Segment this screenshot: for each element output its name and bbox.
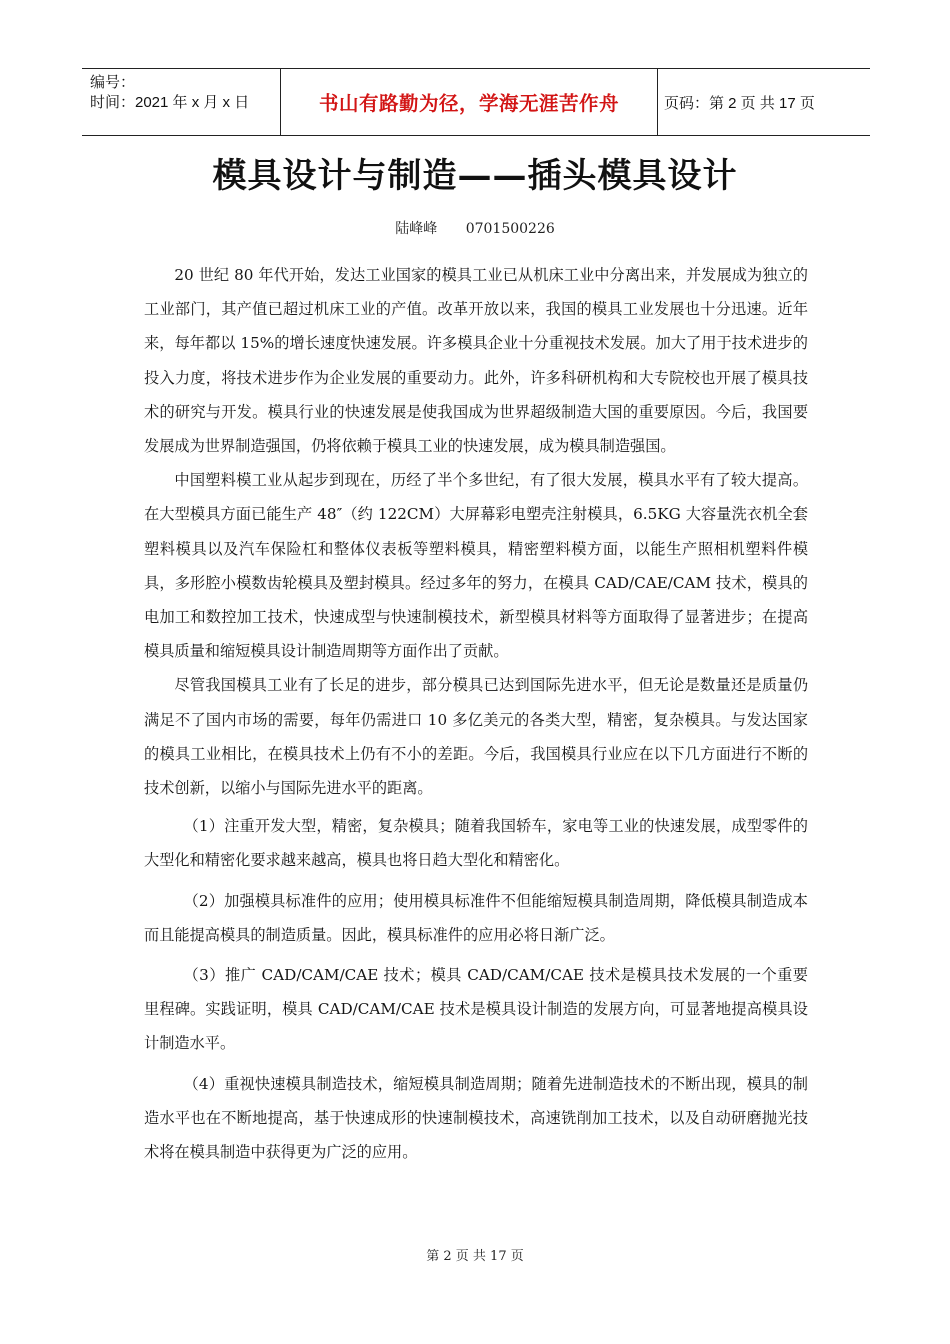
list-item: （4）重视快速模具制造技术，缩短模具制造周期；随着先进制造技术的不断出现，模具的制造水平也在不断地提高，基于快速成形的快速制模技术，高速铣削加工技术，以及自动研磨抛光技术将在模具制造中获得更为广泛的应用。	[144, 1074, 808, 1162]
author-name: 陆峰峰	[395, 221, 438, 237]
header-meta	[82, 69, 281, 135]
header-motto: 书山有路勤为径，学海无涯苦作舟	[281, 69, 658, 135]
author-id: 0701500226	[465, 221, 555, 237]
list-item: （2）加强模具标准件的应用；使用模具标准件不但能缩短模具制造周期，降低模具制造成本而且能提高模具的制造质量。因此，模具标准件的应用必将日渐广泛。	[144, 891, 808, 944]
header-time-label: 时间：2021 年 x 月 x 日	[90, 94, 250, 111]
body-paragraph: 中国塑料模工业从起步到现在，历经了半个多世纪，有了很大发展，模具水平有了较大提高。在大型模具方面已能生产 48″（约 122CM）大屏幕彩电塑壳注射模具，6.5KG 大容量洗衣机全套塑料模具以及汽车保险杠和整体仪表板等塑料模具，精密塑料模方面，以能生产照相机塑料件模具，多形腔小模数齿轮模具及塑封模具。经过多年的努力，在模具 CAD/CAE/CAM 技术，模具的电加工和数控加工技术，快速成型与快速制模技术，新型模具材料等方面取得了显著进步；在提高模具质量和缩短模具设计制造周期等方面作出了贡献。	[144, 471, 808, 661]
document-title: 模具设计与制造——插头模具设计	[212, 156, 738, 196]
document-body	[144, 258, 808, 1169]
body-paragraph: 20 世纪 80 年代开始，发达工业国家的模具工业已从机床工业中分离出来，并发展成为独立的工业部门，其产值已超过机床工业的产值。改革开放以来，我国的模具工业发展也十分迅速。近年来，每年都以 15%的增长速度快速发展。许多模具企业十分重视技术发展。加大了用于技术进步的投入力度，将技术进步作为企业发展的重要动力。此外，许多科研机构和大专院校也开展了模具技术的研究与开发。模具行业的快速发展是使我国成为世界超级制造大国的重要原因。今后，我国要发展成为世界制造强国，仍将依赖于模具工业的快速发展，成为模具制造强国。	[144, 266, 808, 456]
page-footer: 第 2 页 共 17 页	[426, 1249, 524, 1264]
body-paragraph: 尽管我国模具工业有了长足的进步，部分模具已达到国际先进水平，但无论是数量还是质量仍满足不了国内市场的需要，每年仍需进口 10 多亿美元的各类大型，精密，复杂模具。与发达国家的模具工业相比，在模具技术上仍有不小的差距。今后，我国模具行业应在以下几方面进行不断的技术创新，以缩小与国际先进水平的距离。	[144, 676, 808, 798]
author-line	[0, 218, 950, 238]
list-item: （1）注重开发大型，精密，复杂模具；随着我国轿车，家电等工业的快速发展，成型零件的大型化和精密化要求越来越高，模具也将日趋大型化和精密化。	[144, 817, 808, 870]
list-item: （3）推广 CAD/CAM/CAE 技术；模具 CAD/CAM/CAE 技术是模具技术发展的一个重要里程碑。实践证明，模具 CAD/CAM/CAE 技术是模具设计制造的发展方向，可显著地提高模具设计制造水平。	[144, 966, 808, 1053]
header-number-label: 编号：	[90, 74, 136, 91]
page-header	[82, 68, 870, 136]
header-page-label: 页码：第 2 页 共 17 页	[664, 94, 815, 112]
